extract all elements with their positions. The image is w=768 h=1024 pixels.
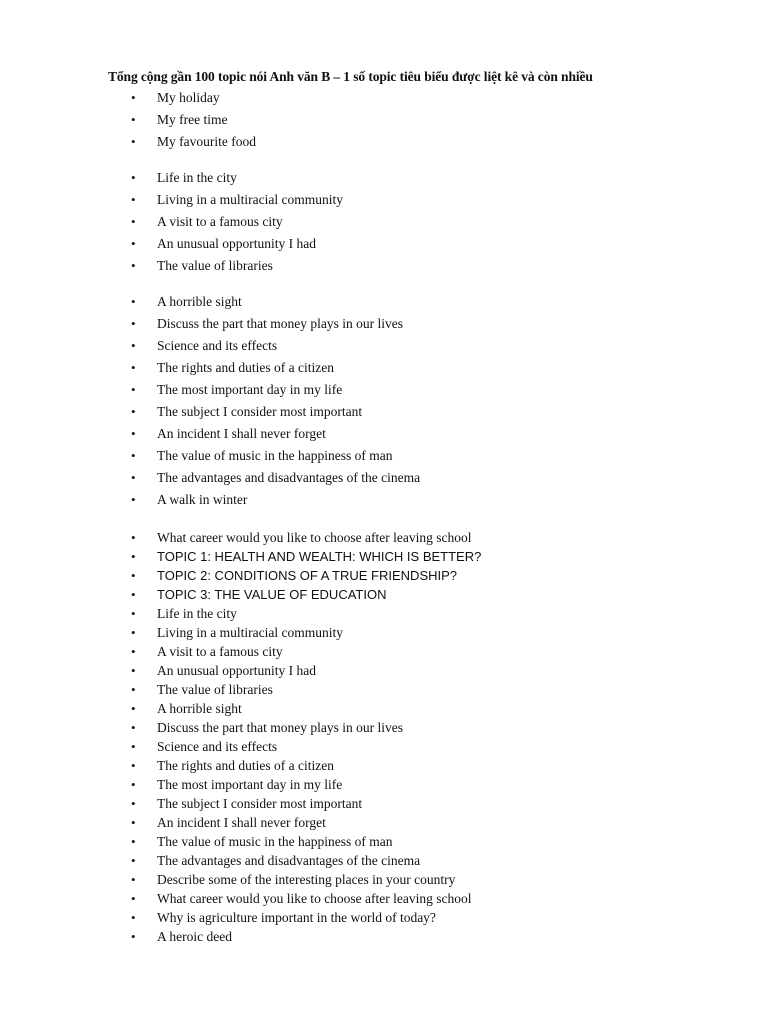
- list-item-text: An incident I shall never forget: [157, 426, 326, 441]
- list-item-text: A heroic deed: [157, 929, 232, 944]
- list-item: [0, 775, 768, 794]
- bullet-icon: •: [131, 815, 136, 830]
- list-item-text: Life in the city: [157, 170, 237, 185]
- list-item-text: A visit to a famous city: [157, 214, 283, 229]
- list-item: [0, 87, 768, 109]
- bullet-icon: •: [131, 625, 136, 640]
- bullet-icon: •: [131, 448, 136, 463]
- list-item-text: My holiday: [157, 90, 220, 105]
- bullet-icon: •: [131, 214, 136, 229]
- list-item-text: Discuss the part that money plays in our lives: [157, 316, 403, 331]
- list-item-text: Science and its effects: [157, 338, 278, 353]
- topic-list-1: [0, 87, 768, 153]
- list-item-text: A walk in winter: [157, 492, 248, 507]
- bullet-icon: •: [131, 720, 136, 735]
- list-item-text: The value of libraries: [157, 682, 273, 697]
- list-item: [0, 927, 768, 946]
- bullet-icon: •: [131, 587, 136, 602]
- bullet-icon: •: [131, 294, 136, 309]
- list-item-text: The value of libraries: [157, 258, 273, 273]
- bullet-icon: •: [131, 910, 136, 925]
- list-item: [0, 131, 768, 153]
- list-item-text: The advantages and disadvantages of the cinema: [157, 470, 421, 485]
- bullet-icon: •: [131, 891, 136, 906]
- list-item: [0, 604, 768, 623]
- list-item: [0, 680, 768, 699]
- list-item-text: A horrible sight: [157, 701, 242, 716]
- list-item-text: Science and its effects: [157, 739, 278, 754]
- bullet-icon: •: [131, 112, 136, 127]
- bullet-icon: •: [131, 739, 136, 754]
- bullet-icon: •: [131, 701, 136, 716]
- list-item: [0, 313, 768, 335]
- list-item-text: Why is agriculture important in the world of today?: [157, 910, 436, 925]
- bullet-icon: •: [131, 470, 136, 485]
- bullet-icon: •: [131, 360, 136, 375]
- list-item-text: TOPIC 3: THE VALUE OF EDUCATION: [157, 587, 387, 602]
- list-item: [0, 870, 768, 889]
- bullet-icon: •: [131, 853, 136, 868]
- list-item: [0, 109, 768, 131]
- bullet-icon: •: [131, 426, 136, 441]
- list-item: [0, 528, 768, 547]
- bullet-icon: •: [131, 568, 136, 583]
- topic-list-4: [0, 528, 768, 946]
- list-item-text: An unusual opportunity I had: [157, 236, 316, 251]
- bullet-icon: •: [131, 530, 136, 545]
- list-item: [0, 642, 768, 661]
- bullet-icon: •: [131, 170, 136, 185]
- list-item-text: Discuss the part that money plays in our lives: [157, 720, 403, 735]
- list-item: [0, 889, 768, 908]
- list-item: [0, 908, 768, 927]
- list-item: [0, 489, 768, 511]
- bullet-icon: •: [131, 236, 136, 251]
- bullet-icon: •: [131, 872, 136, 887]
- bullet-icon: •: [131, 90, 136, 105]
- list-item-text: The advantages and disadvantages of the cinema: [157, 853, 421, 868]
- list-item-text: Living in a multiracial community: [157, 625, 343, 640]
- bullet-icon: •: [131, 316, 136, 331]
- list-item-text: My free time: [157, 112, 228, 127]
- list-item: [0, 699, 768, 718]
- list-item: [0, 737, 768, 756]
- list-item: [0, 585, 768, 604]
- bullet-icon: •: [131, 682, 136, 697]
- list-item-text: An incident I shall never forget: [157, 815, 326, 830]
- list-item-text: A horrible sight: [157, 294, 242, 309]
- list-item: [0, 547, 768, 566]
- list-item-text: Life in the city: [157, 606, 237, 621]
- bullet-icon: •: [131, 663, 136, 678]
- bullet-icon: •: [131, 492, 136, 507]
- list-item: [0, 233, 768, 255]
- list-item-text: Living in a multiracial community: [157, 192, 343, 207]
- list-item: [0, 661, 768, 680]
- list-item-text: The rights and duties of a citizen: [157, 360, 334, 375]
- list-item: [0, 291, 768, 313]
- list-item: [0, 423, 768, 445]
- list-item: [0, 357, 768, 379]
- list-item-text: What career would you like to choose after leaving school: [157, 891, 472, 906]
- bullet-icon: •: [131, 134, 136, 149]
- list-item: [0, 718, 768, 737]
- bullet-icon: •: [131, 834, 136, 849]
- list-item: [0, 211, 768, 233]
- bullet-icon: •: [131, 644, 136, 659]
- list-item-text: TOPIC 1: HEALTH AND WEALTH: WHICH IS BETTER?: [157, 549, 482, 564]
- list-item-text: An unusual opportunity I had: [157, 663, 316, 678]
- list-item: [0, 167, 768, 189]
- list-item: [0, 401, 768, 423]
- bullet-icon: •: [131, 258, 136, 273]
- list-item: [0, 813, 768, 832]
- bullet-icon: •: [131, 606, 136, 621]
- list-item: [0, 445, 768, 467]
- bullet-icon: •: [131, 192, 136, 207]
- list-item: [0, 794, 768, 813]
- bullet-icon: •: [131, 796, 136, 811]
- list-item-text: The value of music in the happiness of man: [157, 448, 393, 463]
- list-item: [0, 379, 768, 401]
- list-item: [0, 255, 768, 277]
- list-item: [0, 467, 768, 489]
- list-item-text: A visit to a famous city: [157, 644, 283, 659]
- list-item-text: The subject I consider most important: [157, 796, 363, 811]
- list-item: [0, 756, 768, 775]
- bullet-icon: •: [131, 549, 136, 564]
- list-item: [0, 851, 768, 870]
- list-item-text: My favourite food: [157, 134, 256, 149]
- topic-list-2: [0, 167, 768, 277]
- list-item: [0, 189, 768, 211]
- bullet-icon: •: [131, 777, 136, 792]
- bullet-icon: •: [131, 758, 136, 773]
- list-item: [0, 832, 768, 851]
- page-title: Tổng cộng gần 100 topic nói Anh văn B – 1 số topic tiêu biểu được liệt kê và còn nhiều: [108, 69, 593, 84]
- list-item-text: The subject I consider most important: [157, 404, 363, 419]
- bullet-icon: •: [131, 382, 136, 397]
- list-item: [0, 566, 768, 585]
- list-item-text: The rights and duties of a citizen: [157, 758, 334, 773]
- list-item: [0, 335, 768, 357]
- bullet-icon: •: [131, 929, 136, 944]
- list-item-text: The most important day in my life: [157, 777, 343, 792]
- list-item-text: TOPIC 2: CONDITIONS OF A TRUE FRIENDSHIP?: [157, 568, 458, 583]
- list-item-text: Describe some of the interesting places in your country: [157, 872, 456, 887]
- list-item: [0, 623, 768, 642]
- bullet-icon: •: [131, 338, 136, 353]
- list-item-text: The value of music in the happiness of man: [157, 834, 393, 849]
- list-item-text: The most important day in my life: [157, 382, 343, 397]
- list-item-text: What career would you like to choose after leaving school: [157, 530, 472, 545]
- bullet-icon: •: [131, 404, 136, 419]
- topic-list-3: [0, 291, 768, 511]
